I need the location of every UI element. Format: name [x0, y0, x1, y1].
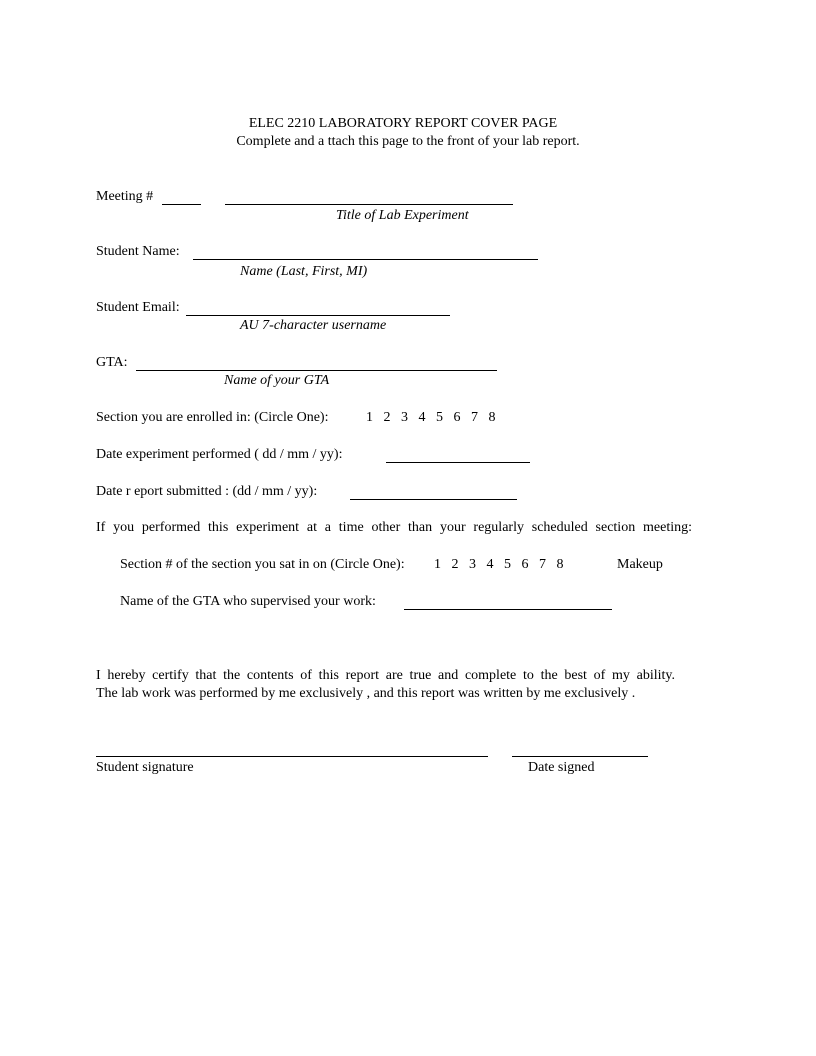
- makeup-section-option[interactable]: 4: [486, 557, 494, 572]
- section-option[interactable]: 6: [453, 410, 461, 425]
- page-subtitle: Complete and a ttach this page to the front of your lab report.: [236, 134, 580, 149]
- student-name-label: Student Name:: [96, 244, 180, 259]
- section-options: [366, 410, 506, 426]
- section-option[interactable]: 8: [488, 410, 496, 425]
- student-signature-label: Student signature: [96, 760, 194, 775]
- date-performed-label: Date experiment performed ( dd / mm / yy):: [96, 447, 343, 462]
- gta-field[interactable]: [136, 370, 497, 371]
- lab-title-caption: Title of Lab Experiment: [336, 208, 469, 223]
- page-title: ELEC 2210 LABORATORY REPORT COVER PAGE: [248, 116, 558, 131]
- makeup-intro: If you performed this experiment at a time other than your regularly scheduled section meeting:: [96, 520, 692, 535]
- makeup-section-option[interactable]: 7: [539, 557, 546, 572]
- section-option[interactable]: 5: [436, 410, 443, 425]
- certification-line-2: The lab work was performed by me exclusively , and this report was written by me exclusively .: [96, 686, 636, 701]
- meeting-label: Meeting #: [96, 189, 154, 204]
- supervising-gta-label: Name of the GTA who supervised your work:: [120, 594, 376, 609]
- section-option[interactable]: 1: [366, 410, 373, 425]
- makeup-section-option[interactable]: 1: [434, 557, 441, 572]
- makeup-section-option[interactable]: 3: [469, 557, 476, 572]
- certification-line-1: I hereby certify that the contents of this report are true and complete to the best of my ability.: [96, 668, 675, 683]
- student-email-label: Student Email:: [96, 300, 180, 315]
- makeup-section-option[interactable]: 5: [504, 557, 511, 572]
- section-option[interactable]: 3: [401, 410, 408, 425]
- date-performed-field[interactable]: [386, 462, 530, 463]
- makeup-option[interactable]: Makeup: [617, 557, 663, 572]
- lab-title-field[interactable]: [225, 204, 513, 205]
- meeting-number-field[interactable]: [162, 204, 201, 205]
- gta-caption: Name of your GTA: [224, 373, 330, 388]
- date-submitted-field[interactable]: [350, 499, 517, 500]
- date-submitted-label: Date r eport submitted : (dd / mm / yy):: [96, 484, 318, 499]
- section-option[interactable]: 2: [383, 410, 391, 425]
- date-signed-label: Date signed: [528, 760, 595, 775]
- date-signed-field[interactable]: [512, 756, 648, 757]
- section-option[interactable]: 4: [418, 410, 426, 425]
- makeup-section-option[interactable]: 6: [521, 557, 529, 572]
- makeup-section-options: [434, 557, 574, 573]
- section-label: Section you are enrolled in: (Circle One):: [96, 410, 329, 425]
- student-email-caption: AU 7-character username: [240, 318, 387, 333]
- section-option[interactable]: 7: [471, 410, 478, 425]
- supervising-gta-field[interactable]: [404, 609, 612, 610]
- makeup-section-option[interactable]: 8: [556, 557, 564, 572]
- student-name-caption: Name (Last, First, MI): [240, 264, 368, 279]
- makeup-section-option[interactable]: 2: [451, 557, 459, 572]
- gta-label: GTA:: [96, 355, 128, 370]
- student-signature-field[interactable]: [96, 756, 488, 757]
- makeup-section-label: Section # of the section you sat in on (Circle One):: [120, 557, 405, 572]
- student-name-field[interactable]: [193, 259, 538, 260]
- student-email-field[interactable]: [186, 315, 450, 316]
